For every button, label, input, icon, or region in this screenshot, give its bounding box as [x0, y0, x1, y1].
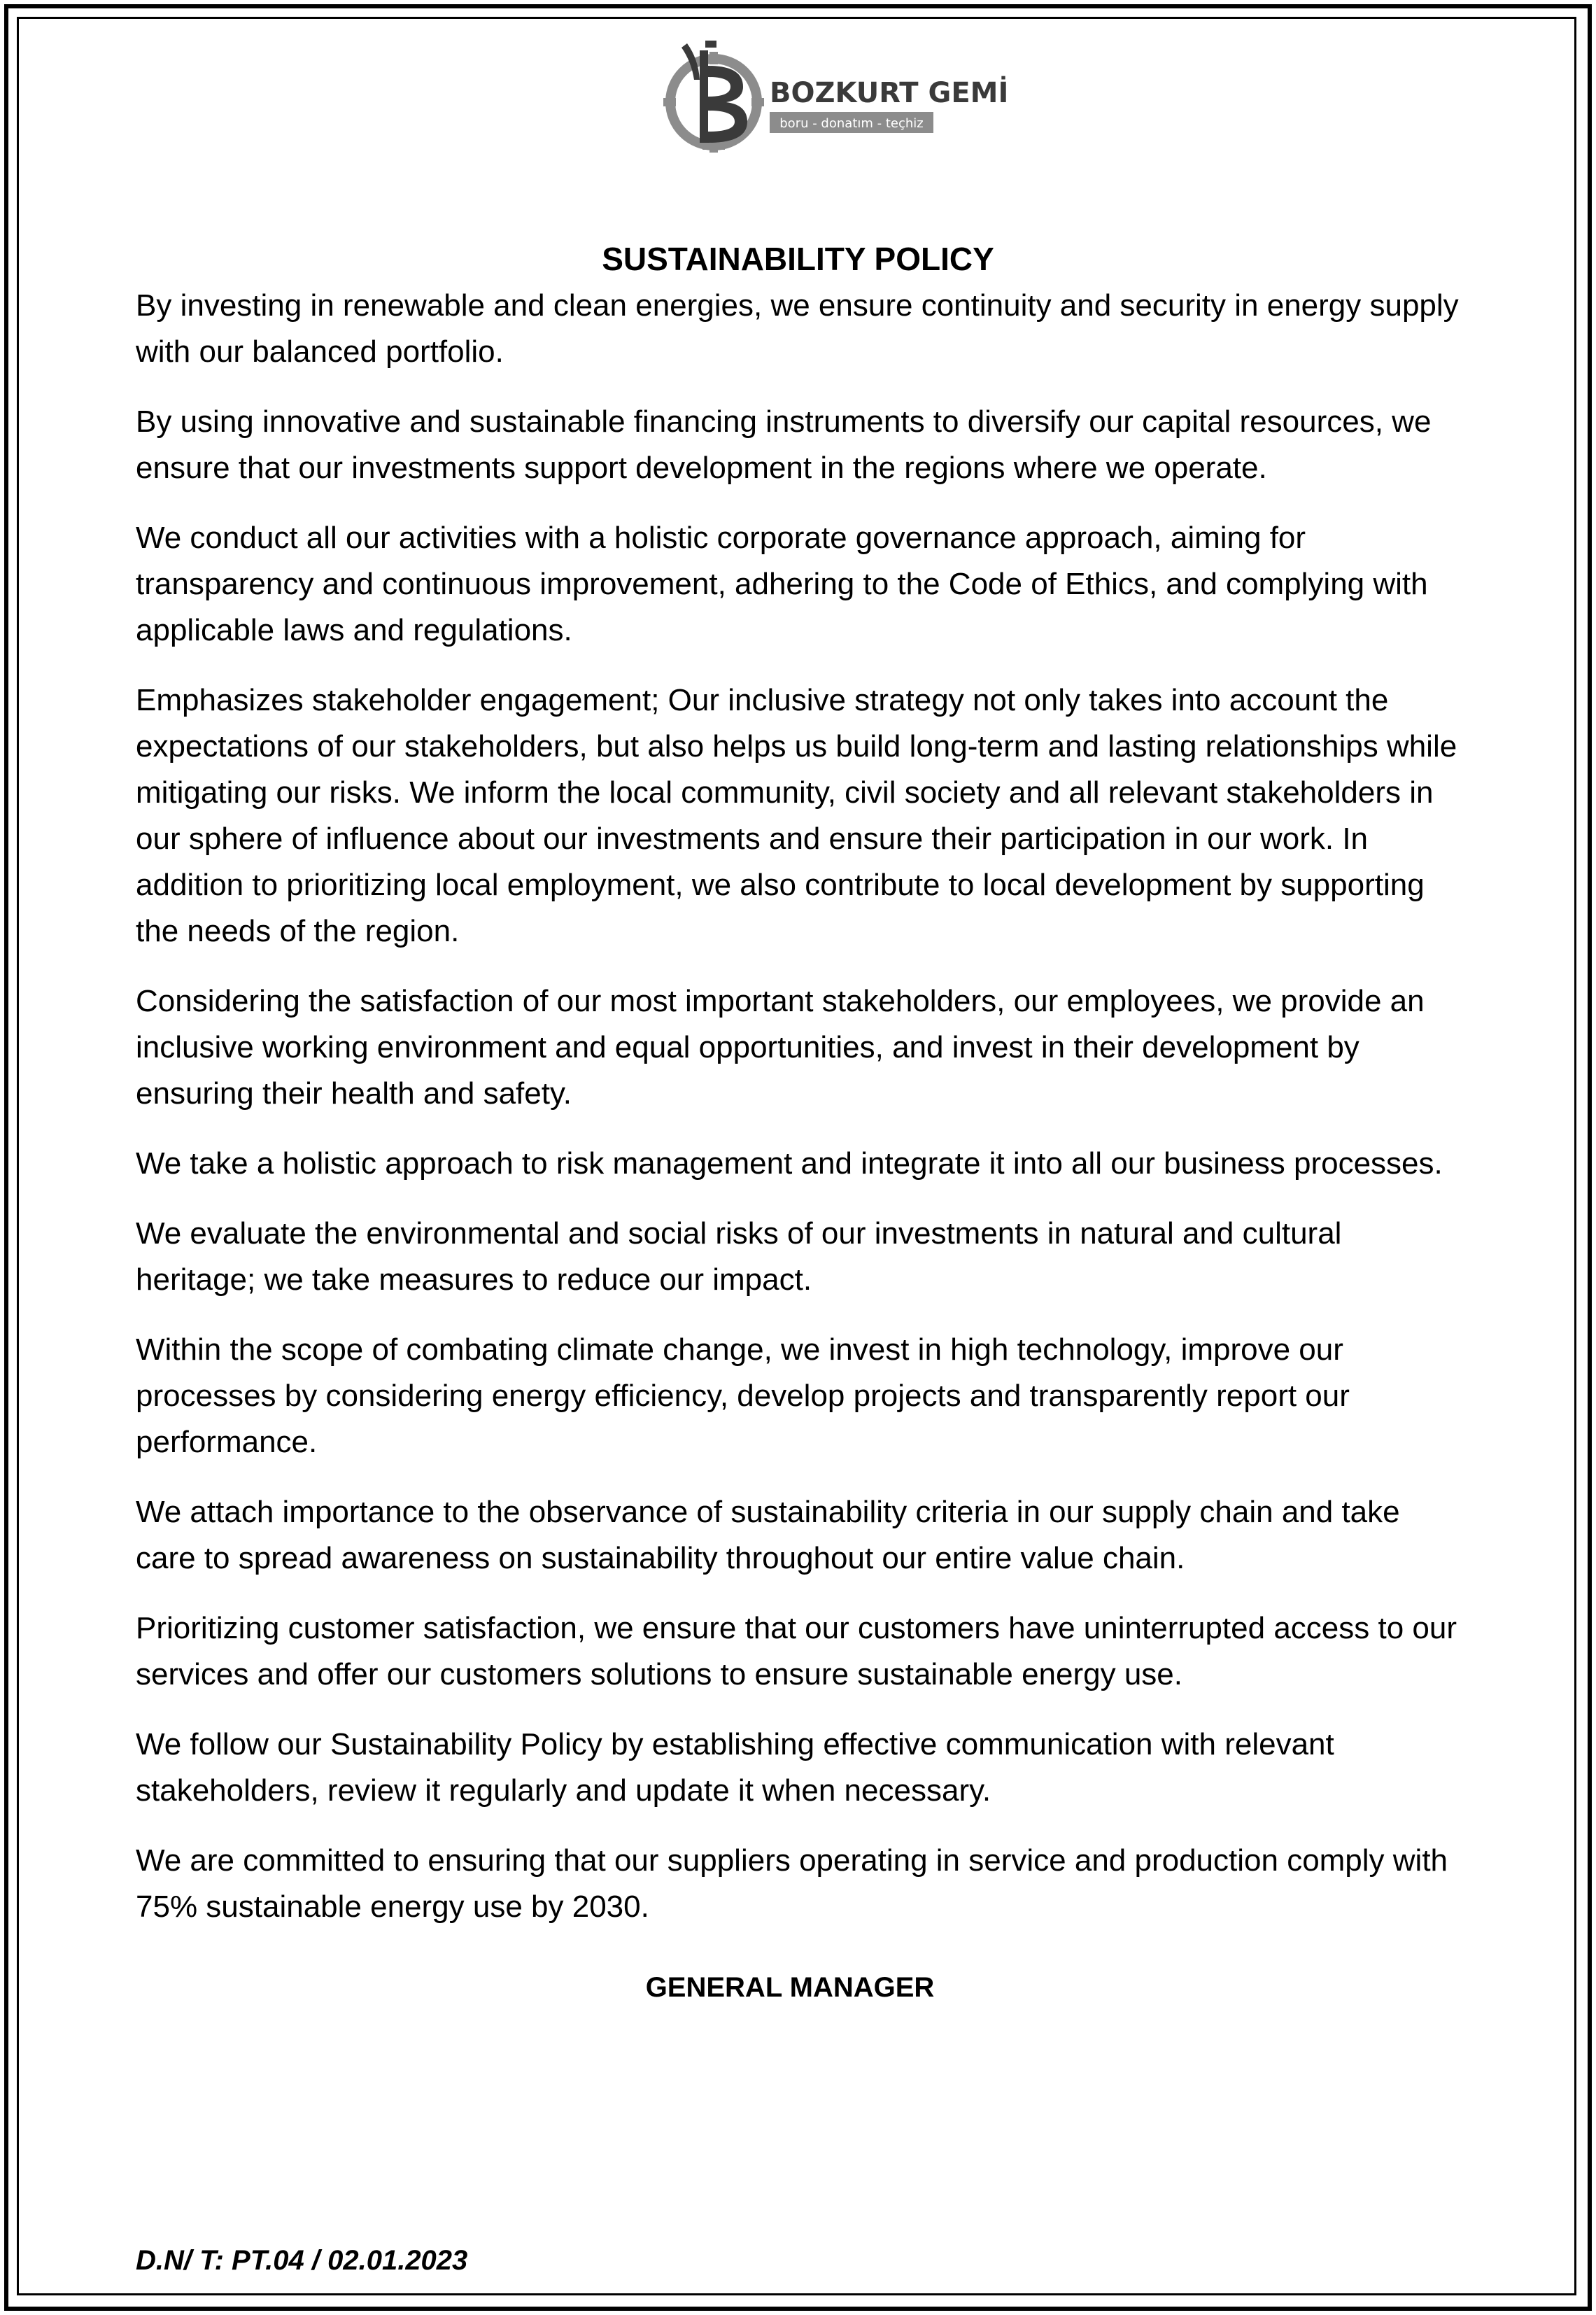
- policy-paragraph: By investing in renewable and clean energies, we ensure continuity and security in energy supply with our balanced portfolio.: [136, 288, 1459, 369]
- page-title: SUSTAINABILITY POLICY: [602, 241, 994, 277]
- company-logo: [659, 38, 1009, 164]
- policy-paragraph: Within the scope of combating climate change, we invest in high technology, improve our processes by considering energy efficiency, develop projects and transparently report our performance.: [136, 1332, 1350, 1459]
- logo-brand-name: BOZKURT GEMİ: [770, 77, 1009, 109]
- policy-body: [136, 283, 1465, 1954]
- policy-paragraph: We take a holistic approach to risk management and integrate it into all our business processes.: [136, 1146, 1443, 1181]
- policy-paragraph: We follow our Sustainability Policy by establishing effective communication with relevant stakeholders, review it regularly and update it when necessary.: [136, 1727, 1334, 1808]
- policy-paragraph: We are committed to ensuring that our suppliers operating in service and production comply with 75% sustainable energy use by 2030.: [136, 1843, 1448, 1924]
- logo-tagline: boru - donatım - teçhiz: [779, 116, 924, 131]
- policy-paragraph: Emphasizes stakeholder engagement; Our inclusive strategy not only takes into account the expectations of our stakeholders, but also helps us build long-term and lasting relationships while mitigating our risks. We inform the local community, civil society and all relevant stakeholders in our sphere of influence about our investments and ensure their participation in our work. In addition to prioritizing local employment, we also contribute to local development by supporting the needs of the region.: [136, 683, 1457, 948]
- signature-title: GENERAL MANAGER: [645, 1972, 935, 2003]
- logo-emblem-icon: [663, 41, 764, 153]
- document-code: D.N/ T: PT.04 / 02.01.2023: [136, 2245, 468, 2276]
- policy-paragraph: We attach importance to the observance of sustainability criteria in our supply chain and take care to spread awareness on sustainability throughout our entire value chain.: [136, 1495, 1400, 1575]
- policy-paragraph: Considering the satisfaction of our most important stakeholders, our employees, we provide an inclusive working environment and equal opportunities, and invest in their development by ensuring their health and safety.: [136, 984, 1425, 1111]
- policy-paragraph: We conduct all our activities with a holistic corporate governance approach, aiming for transparency and continuous improvement, adhering to the Code of Ethics, and complying with applicable laws and regulations.: [136, 521, 1428, 647]
- policy-paragraph: Prioritizing customer satisfaction, we ensure that our customers have uninterrupted access to our services and offer our customers solutions to ensure sustainable energy use.: [136, 1611, 1457, 1691]
- policy-paragraph: We evaluate the environmental and social risks of our investments in natural and cultural heritage; we take measures to reduce our impact.: [136, 1216, 1342, 1297]
- policy-paragraph: By using innovative and sustainable financing instruments to diversify our capital resources, we ensure that our investments support development in the regions where we operate.: [136, 404, 1432, 485]
